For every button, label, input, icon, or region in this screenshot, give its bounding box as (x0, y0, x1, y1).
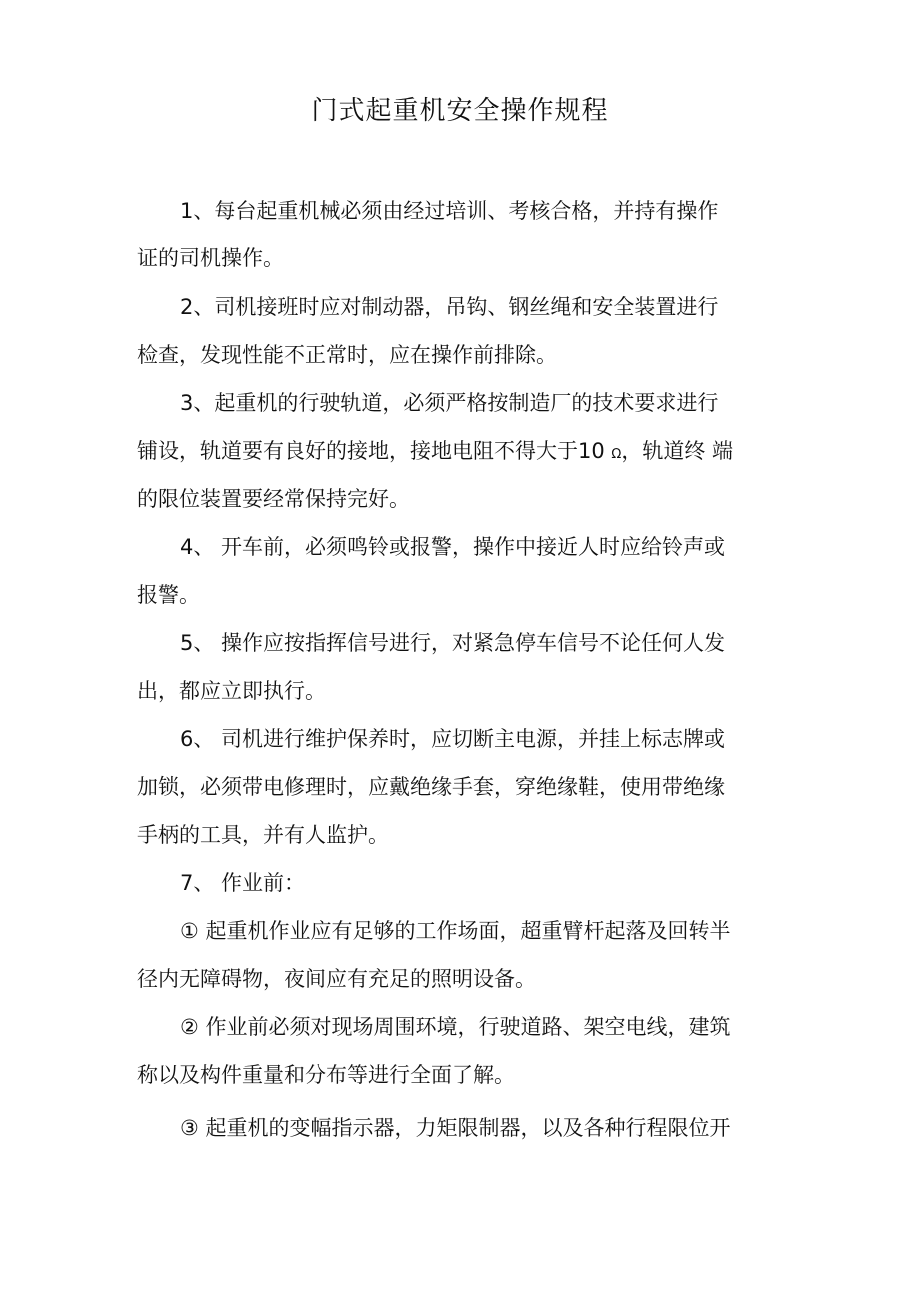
paragraph-line: 7、 作业前： (180, 871, 306, 895)
paragraph-line: 证的司机操作。 (137, 246, 284, 270)
paragraph-line: 1、每台起重机械必须由经过培训、考核合格，并持有操作 (180, 199, 719, 223)
line-text: ，轨道终 端 (621, 439, 734, 463)
paragraph-line: 6、 司机进行维护保养时，应切断主电源，并挂上标志牌或 (180, 727, 726, 751)
paragraph-line: 2、司机接班时应对制动器，吊钩、钢丝绳和安全装置进行 (180, 295, 719, 319)
line-text: 铺设，轨道要有良好的接地，接地电阻不得大于10 (137, 439, 605, 463)
paragraph-line: 3、起重机的行驶轨道，必须严格按制造厂的技术要求进行 (180, 391, 719, 415)
paragraph-line: ③ 起重机的变幅指示器，力矩限制器，以及各种行程限位开 (180, 1116, 731, 1140)
paragraph-line: ② 作业前必须对现场周围环境，行驶道路、架空电线，建筑 (180, 1015, 731, 1039)
paragraph-line: 称以及构件重量和分布等进行全面了解。 (137, 1063, 515, 1087)
paragraph-line: 检查，发现性能不正常时，应在操作前排除。 (137, 343, 557, 367)
paragraph-line: 5、 操作应按指挥信号进行，对紧急停车信号不论任何人发 (180, 631, 726, 655)
paragraph-line: 加锁，必须带电修理时，应戴绝缘手套，穿绝缘鞋，使用带绝缘 (137, 775, 725, 799)
paragraph-line: 4、 开车前，必须鸣铃或报警，操作中接近人时应给铃声或 (180, 535, 726, 559)
paragraph-line: 出，都应立即执行。 (137, 679, 326, 703)
ohm-symbol: Ω (611, 447, 622, 462)
paragraph-line: ① 起重机作业应有足够的工作场面，超重臂杆起落及回转半 (180, 919, 731, 943)
page-title: 门式起重机安全操作规程 (311, 96, 609, 126)
paragraph-line: 的限位装置要经常保持完好。 (137, 487, 410, 511)
paragraph-line: 手柄的工具，并有人监护。 (137, 823, 389, 847)
paragraph-line: 径内无障碍物，夜间应有充足的照明设备。 (137, 967, 536, 991)
paragraph-line: 报警。 (137, 583, 200, 607)
paragraph-line (137, 436, 733, 470)
